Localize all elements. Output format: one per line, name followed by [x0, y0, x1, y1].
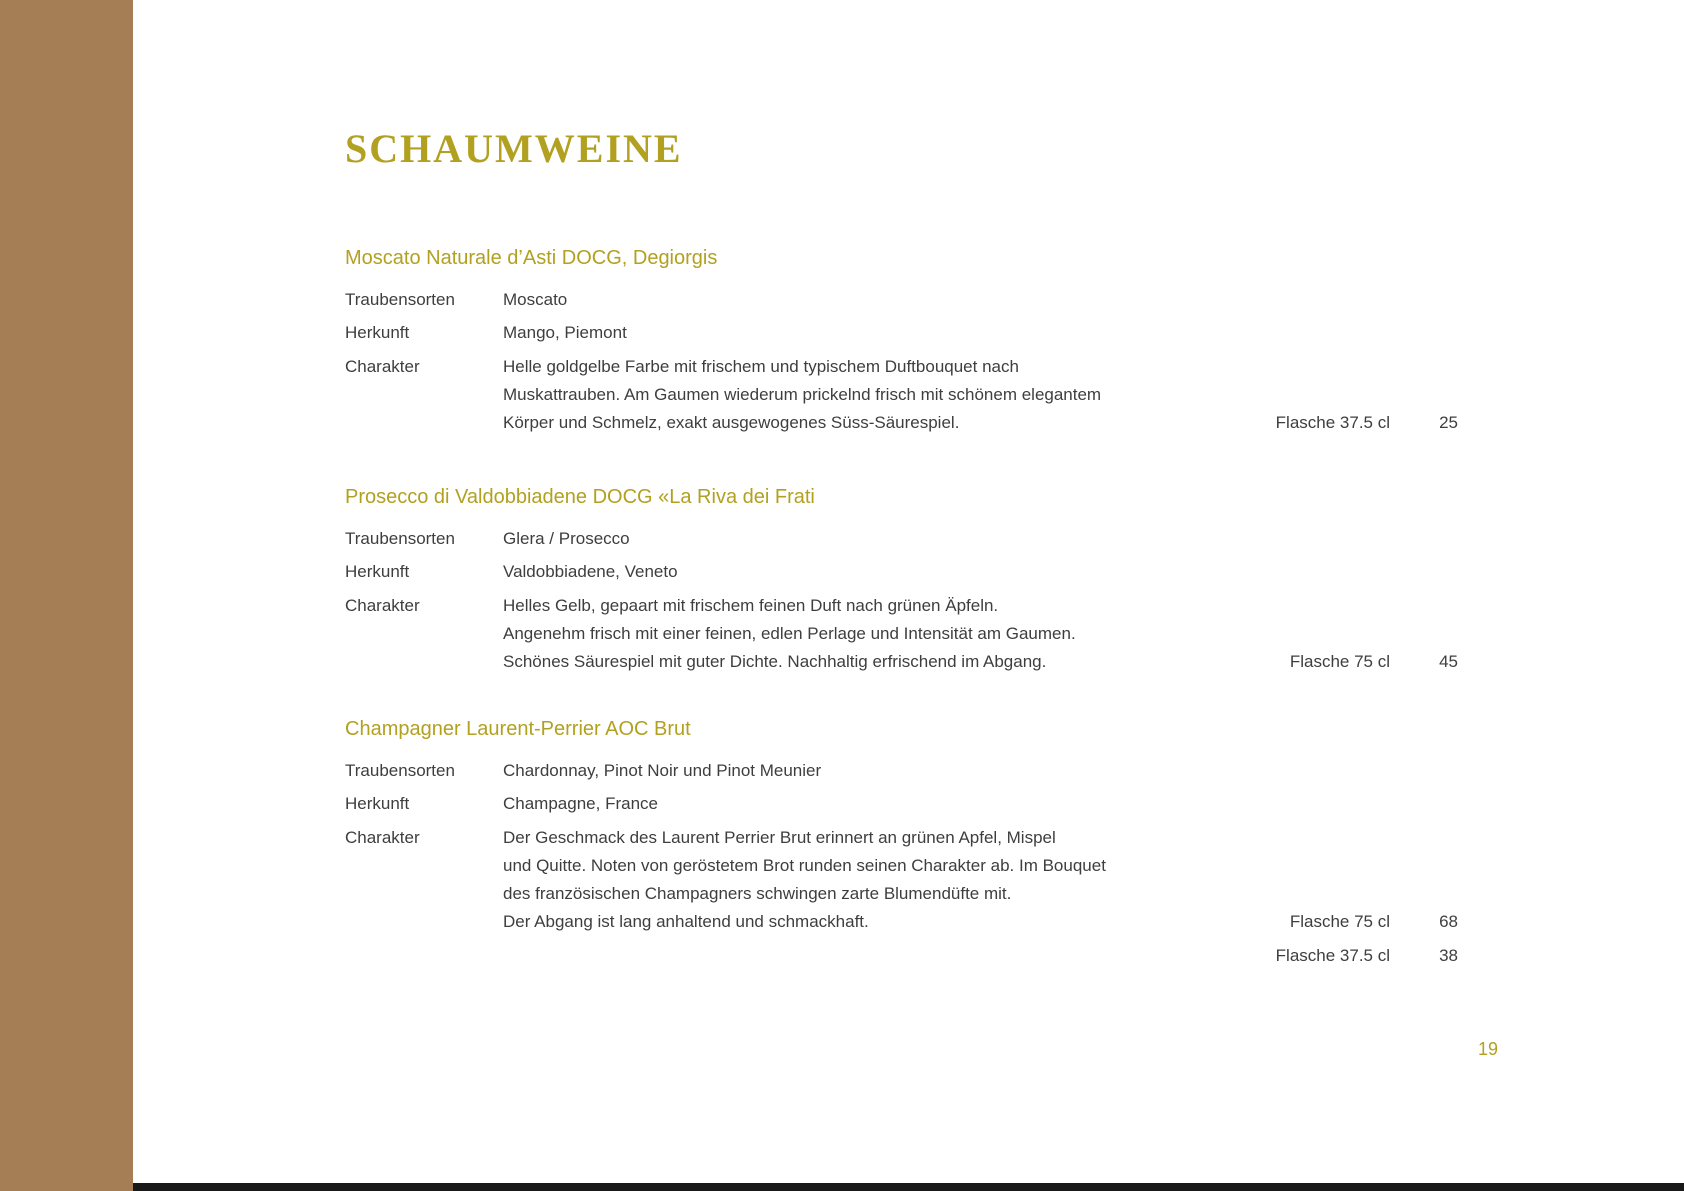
character-line — [503, 381, 1458, 409]
origin-row — [345, 791, 1458, 817]
character-text — [503, 592, 1458, 676]
page-title: SCHAUMWEINE — [345, 126, 683, 171]
bottle-size: Flasche 37.5 cl — [1275, 413, 1390, 432]
character-row — [345, 592, 1458, 676]
character-label: Charakter — [345, 596, 420, 615]
grapes-row — [345, 526, 1458, 552]
character-label: Charakter — [345, 357, 420, 376]
character-line-text: Angenehm frisch mit einer feinen, edlen Perlage und Intensität am Gaumen. — [503, 624, 1076, 643]
character-line — [503, 852, 1458, 880]
grapes-label: Traubensorten — [345, 529, 455, 548]
bottle-size: Flasche 75 cl — [1289, 652, 1390, 671]
grapes-row — [345, 758, 1458, 784]
wine-entry-champagner — [345, 716, 1458, 970]
origin-label: Herkunft — [345, 562, 410, 581]
character-line — [503, 620, 1458, 648]
price-line — [503, 942, 1458, 970]
character-line-text: Körper und Schmelz, exakt ausgewogenes Süss-Säurespiel. — [503, 413, 960, 432]
character-row — [345, 824, 1458, 970]
wine-name: Champagner Laurent-Perrier AOC Brut — [345, 718, 691, 740]
wine-entry-moscato — [345, 245, 1458, 437]
bottle-size: Flasche 37.5 cl — [1275, 946, 1390, 965]
character-line — [503, 824, 1458, 852]
price: 25 — [1439, 413, 1458, 432]
character-line-text: Der Geschmack des Laurent Perrier Brut erinnert an grünen Apfel, Mispel — [503, 828, 1056, 847]
character-text — [503, 824, 1458, 970]
character-line-text: Helle goldgelbe Farbe mit frischem und typischem Duftbouquet nach — [503, 357, 1019, 376]
character-line — [503, 880, 1458, 908]
character-line — [503, 908, 1458, 936]
grapes-value: Glera / Prosecco — [503, 529, 630, 548]
character-line-text: und Quitte. Noten von geröstetem Brot runden seinen Charakter ab. Im Bouquet — [503, 856, 1106, 875]
grapes-value: Moscato — [503, 290, 568, 309]
origin-label: Herkunft — [345, 323, 410, 342]
origin-row — [345, 559, 1458, 585]
origin-label: Herkunft — [345, 794, 410, 813]
wine-name: Moscato Naturale d’Asti DOCG, Degiorgis — [345, 247, 718, 269]
origin-row — [345, 320, 1458, 346]
origin-value: Champagne, France — [503, 794, 658, 813]
character-label: Charakter — [345, 828, 420, 847]
grapes-label: Traubensorten — [345, 761, 455, 780]
character-line-text: Der Abgang ist lang anhaltend und schmackhaft. — [503, 912, 869, 931]
sidebar-band — [0, 0, 133, 1191]
wine-name: Prosecco di Valdobbiadene DOCG «La Riva dei Frati — [345, 486, 815, 508]
character-line — [503, 409, 1458, 437]
character-text — [503, 353, 1458, 437]
page-number: 19 — [1477, 1039, 1498, 1059]
bottle-size: Flasche 75 cl — [1289, 912, 1390, 931]
character-line — [503, 353, 1458, 381]
grapes-row — [345, 287, 1458, 313]
price: 45 — [1439, 652, 1458, 671]
spacer — [503, 942, 1265, 970]
character-line — [503, 648, 1458, 676]
character-row — [345, 353, 1458, 437]
character-line — [503, 592, 1458, 620]
wine-entry-prosecco — [345, 484, 1458, 676]
grapes-value: Chardonnay, Pinot Noir und Pinot Meunier — [503, 761, 822, 780]
price: 38 — [1439, 946, 1458, 965]
origin-value: Valdobbiadene, Veneto — [503, 562, 678, 581]
origin-value: Mango, Piemont — [503, 323, 627, 342]
character-line-text: Muskattrauben. Am Gaumen wiederum prickelnd frisch mit schönem elegantem — [503, 385, 1102, 404]
character-line-text: Helles Gelb, gepaart mit frischem feinen Duft nach grünen Äpfeln. — [503, 596, 999, 615]
price: 68 — [1439, 912, 1458, 931]
bottom-edge-bar — [133, 1183, 1684, 1191]
character-line-text: des französischen Champagners schwingen zarte Blumendüfte mit. — [503, 884, 1012, 903]
character-line-text: Schönes Säurespiel mit guter Dichte. Nachhaltig erfrischend im Abgang. — [503, 652, 1047, 671]
grapes-label: Traubensorten — [345, 290, 455, 309]
